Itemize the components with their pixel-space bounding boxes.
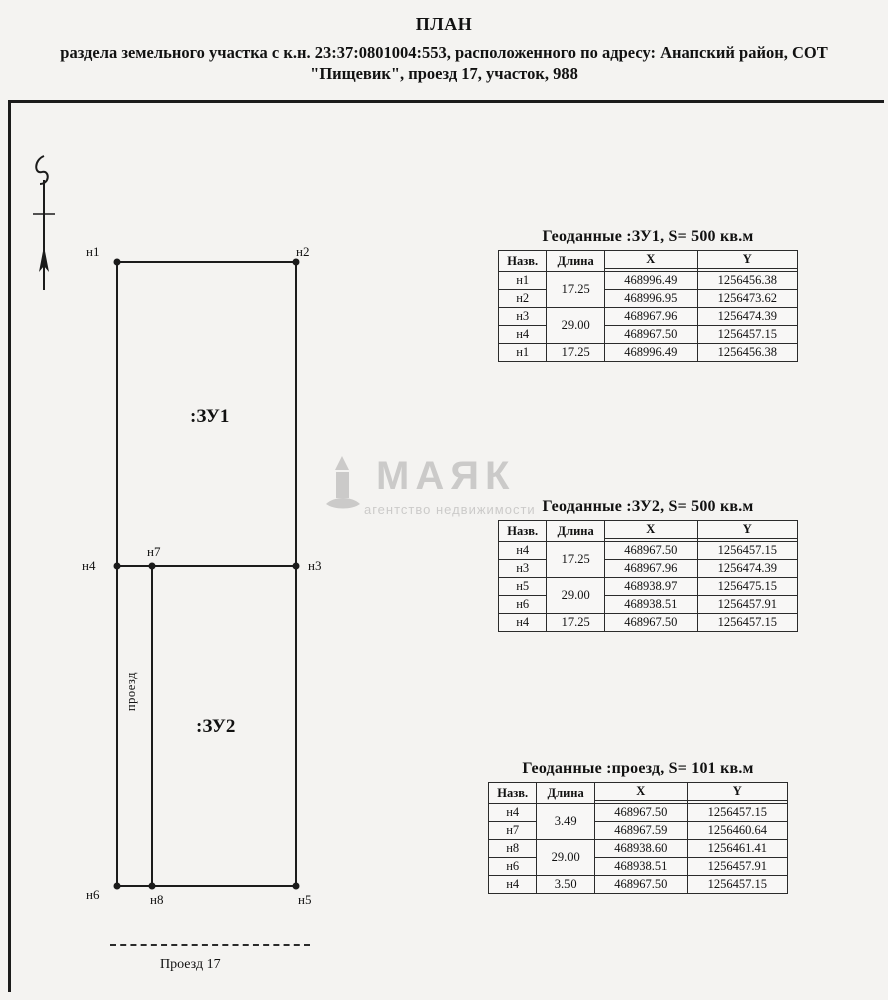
- cell-x: 468967.50: [604, 542, 697, 560]
- cell-length: 29.00: [547, 308, 605, 344]
- cell-name: н1: [499, 272, 547, 290]
- cell-name: н6: [489, 858, 537, 876]
- cell-name: н3: [499, 560, 547, 578]
- page-title: ПЛАН: [415, 14, 473, 34]
- geo-table-zu2: [498, 498, 798, 632]
- cell-y: 1256456.38: [697, 344, 797, 362]
- cell-x: 468938.51: [594, 858, 687, 876]
- cell-y: 1256460.64: [687, 822, 787, 840]
- cell-y: 1256456.38: [697, 272, 797, 290]
- vertex-label-n8: н8: [150, 892, 164, 907]
- table-row: [489, 822, 788, 840]
- cell-x: 468967.59: [594, 822, 687, 840]
- table-row: [499, 560, 798, 578]
- cell-name: н2: [499, 290, 547, 308]
- header-x: X: [604, 521, 697, 539]
- geo-table-zu2-title: Геоданные :ЗУ2, S= 500 кв.м: [542, 498, 754, 515]
- geo-table-zu1: [498, 228, 798, 362]
- table-row: [499, 326, 798, 344]
- table-row: [489, 804, 788, 822]
- table-row: [499, 542, 798, 560]
- header-length: Длина: [547, 521, 605, 542]
- header-name: Назв.: [499, 251, 547, 272]
- cell-name: н5: [499, 578, 547, 596]
- cell-y: 1256474.39: [697, 308, 797, 326]
- vertex-label-n5: н5: [298, 892, 312, 907]
- cell-name: н4: [499, 614, 547, 632]
- table-row: [499, 308, 798, 326]
- cell-name: н7: [489, 822, 537, 840]
- cell-y: 1256473.62: [697, 290, 797, 308]
- cell-y: 1256457.15: [697, 542, 797, 560]
- geo-table-proezd: [488, 760, 788, 894]
- header-x: X: [604, 251, 697, 269]
- vertex-label-n3: н3: [308, 558, 322, 573]
- table-row: [489, 876, 788, 894]
- passage-vertical-label: проезд: [124, 672, 138, 712]
- page-subtitle: раздела земельного участка с к.н. 23:37:0801004:553, расположенного по адресу: Анапский район, СОТ "Пищевик", проезд 17, участок, 988: [60, 43, 828, 83]
- cell-y: 1256474.39: [697, 560, 797, 578]
- cell-name: н6: [499, 596, 547, 614]
- geo-table-proezd-title: Геоданные :проезд, S= 101 кв.м: [522, 760, 754, 777]
- table-row: [499, 272, 798, 290]
- cell-y: 1256457.15: [697, 614, 797, 632]
- cell-name: н4: [499, 326, 547, 344]
- header-name: Назв.: [499, 521, 547, 542]
- cell-x: 468938.51: [604, 596, 697, 614]
- header-y: Y: [697, 521, 797, 539]
- cell-y: 1256461.41: [687, 840, 787, 858]
- cell-length: 3.50: [537, 876, 595, 894]
- cell-x: 468996.49: [604, 344, 697, 362]
- cell-y: 1256457.15: [687, 876, 787, 894]
- passage-dashed-line: [110, 944, 310, 946]
- cell-y: 1256457.15: [697, 326, 797, 344]
- cell-length: 3.49: [537, 804, 595, 840]
- geo-table-zu1-title: Геоданные :ЗУ1, S= 500 кв.м: [542, 228, 754, 245]
- cell-x: 468967.50: [594, 876, 687, 894]
- cell-x: 468967.50: [604, 614, 697, 632]
- cell-name: н8: [489, 840, 537, 858]
- table-row: [489, 840, 788, 858]
- vertex-label-n4: н4: [82, 558, 96, 573]
- table-row: [499, 344, 798, 362]
- vertex-label-n7: н7: [147, 544, 161, 559]
- north-arrow-icon: [28, 150, 62, 300]
- watermark-subtitle: агентство недвижимости: [364, 502, 536, 517]
- parcel-label-zu1: :ЗУ1: [190, 406, 230, 427]
- cell-length: 17.25: [547, 272, 605, 308]
- cell-length: 17.25: [547, 344, 605, 362]
- table-row: [489, 858, 788, 876]
- cell-x: 468967.96: [604, 308, 697, 326]
- cell-x: 468967.50: [604, 326, 697, 344]
- header-name: Назв.: [489, 783, 537, 804]
- passage-caption: Проезд 17: [160, 957, 221, 972]
- cell-y: 1256457.91: [687, 858, 787, 876]
- vertex-label-n1: н1: [86, 244, 100, 259]
- vertex-label-n6: н6: [86, 887, 100, 902]
- cell-name: н1: [499, 344, 547, 362]
- land-plot-drawing: [80, 240, 340, 920]
- table-row: [499, 578, 798, 596]
- cell-x: 468938.97: [604, 578, 697, 596]
- cell-y: 1256457.91: [697, 596, 797, 614]
- parcel-label-zu2: :ЗУ2: [196, 716, 236, 737]
- cell-length: 17.25: [547, 542, 605, 578]
- cell-length: 29.00: [547, 578, 605, 614]
- cell-y: 1256475.15: [697, 578, 797, 596]
- cell-name: н4: [489, 804, 537, 822]
- cell-length: 17.25: [547, 614, 605, 632]
- header-x: X: [594, 783, 687, 801]
- cell-y: 1256457.15: [687, 804, 787, 822]
- header-length: Длина: [537, 783, 595, 804]
- cell-length: 29.00: [537, 840, 595, 876]
- cell-x: 468996.95: [604, 290, 697, 308]
- header-length: Длина: [547, 251, 605, 272]
- cell-name: н4: [499, 542, 547, 560]
- cell-x: 468967.50: [594, 804, 687, 822]
- cell-x: 468938.60: [594, 840, 687, 858]
- table-row: [499, 290, 798, 308]
- header-y: Y: [697, 251, 797, 269]
- table-row: [499, 596, 798, 614]
- cell-name: н4: [489, 876, 537, 894]
- cell-name: н3: [499, 308, 547, 326]
- header-y: Y: [687, 783, 787, 801]
- cell-x: 468996.49: [604, 272, 697, 290]
- table-row: [499, 614, 798, 632]
- vertex-label-n2: н2: [296, 244, 310, 259]
- watermark-text: МАЯК: [376, 454, 516, 498]
- cell-x: 468967.96: [604, 560, 697, 578]
